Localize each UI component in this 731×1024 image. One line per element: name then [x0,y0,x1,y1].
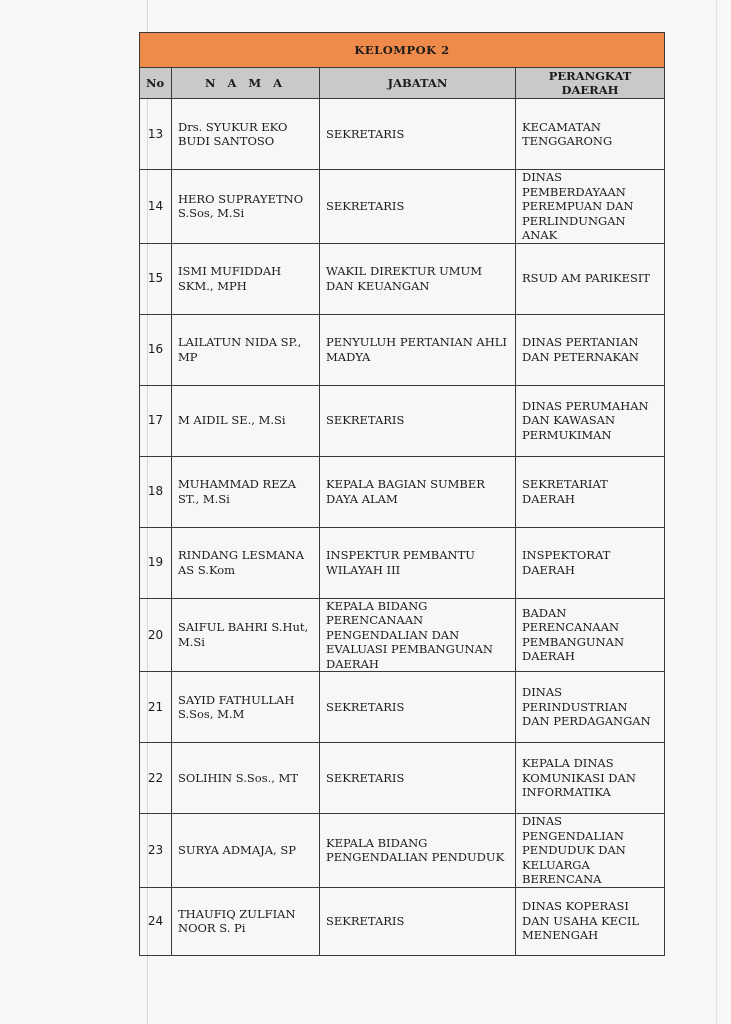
row-perangkat-daerah: DINAS KOPERASI DAN USAHA KECIL MENENGAH [516,887,665,955]
row-nama: SURYA ADMAJA, SP [172,814,320,888]
table-title: KELOMPOK 2 [140,33,665,68]
table-row [140,672,665,743]
row-perangkat-daerah: DINAS PEMBERDAYAAN PEREMPUAN DAN PERLINDUNGAN ANAK [516,170,665,244]
row-number: 19 [140,527,172,598]
row-jabatan: SEKRETARIS [320,672,516,743]
row-nama: Drs. SYUKUR EKO BUDI SANTOSO [172,99,320,170]
header-jabatan: JABATAN [320,68,516,99]
row-number: 21 [140,672,172,743]
row-number: 17 [140,385,172,456]
row-jabatan: INSPEKTUR PEMBANTU WILAYAH III [320,527,516,598]
table-row [140,527,665,598]
table-row [140,814,665,888]
header-row [140,68,665,99]
row-jabatan: SEKRETARIS [320,743,516,814]
kelompok-table [139,32,665,956]
row-number: 13 [140,99,172,170]
row-perangkat-daerah: RSUD AM PARIKESIT [516,243,665,314]
row-nama: MUHAMMAD REZA ST., M.Si [172,456,320,527]
row-nama: ISMI MUFIDDAH SKM., MPH [172,243,320,314]
header-perangkat-daerah: PERANGKAT DAERAH [516,68,665,99]
table-row [140,314,665,385]
row-perangkat-daerah: KEPALA DINAS KOMUNIKASI DAN INFORMATIKA [516,743,665,814]
row-nama: M AIDIL SE., M.Si [172,385,320,456]
row-perangkat-daerah: INSPEKTORAT DAERAH [516,527,665,598]
row-jabatan: SEKRETARIS [320,99,516,170]
row-jabatan: SEKRETARIS [320,887,516,955]
row-jabatan: WAKIL DIREKTUR UMUM DAN KEUANGAN [320,243,516,314]
row-jabatan: SEKRETARIS [320,170,516,244]
header-no: No [140,68,172,99]
row-perangkat-daerah: BADAN PERENCANAAN PEMBANGUNAN DAERAH [516,598,665,672]
table-row [140,456,665,527]
table-row [140,598,665,672]
table-row [140,170,665,244]
row-nama: HERO SUPRAYETNO S.Sos, M.Si [172,170,320,244]
row-nama: RINDANG LESMANA AS S.Kom [172,527,320,598]
row-jabatan: KEPALA BIDANG PENGENDALIAN PENDUDUK [320,814,516,888]
row-jabatan: KEPALA BIDANG PERENCANAAN PENGENDALIAN DAN EVALUASI PEMBANGUNAN DAERAH [320,598,516,672]
row-nama: SAIFUL BAHRI S.Hut, M.Si [172,598,320,672]
row-number: 20 [140,598,172,672]
table-row [140,743,665,814]
row-number: 22 [140,743,172,814]
scan-edge-line [716,0,717,1024]
row-number: 18 [140,456,172,527]
row-nama: THAUFIQ ZULFIAN NOOR S. Pi [172,887,320,955]
row-perangkat-daerah: DINAS PENGENDALIAN PENDUDUK DAN KELUARGA BERENCANA [516,814,665,888]
row-jabatan: SEKRETARIS [320,385,516,456]
row-number: 23 [140,814,172,888]
row-jabatan: PENYULUH PERTANIAN AHLI MADYA [320,314,516,385]
row-perangkat-daerah: SEKRETARIAT DAERAH [516,456,665,527]
row-number: 24 [140,887,172,955]
table-row [140,385,665,456]
table-row [140,887,665,955]
row-nama: LAILATUN NIDA SP., MP [172,314,320,385]
row-perangkat-daerah: KECAMATAN TENGGARONG [516,99,665,170]
row-number: 16 [140,314,172,385]
row-number: 15 [140,243,172,314]
row-nama: SOLIHIN S.Sos., MT [172,743,320,814]
row-jabatan: KEPALA BAGIAN SUMBER DAYA ALAM [320,456,516,527]
row-nama: SAYID FATHULLAH S.Sos, M.M [172,672,320,743]
row-number: 14 [140,170,172,244]
table-row [140,99,665,170]
header-nama: N A M A [172,68,320,99]
table-row [140,243,665,314]
row-perangkat-daerah: DINAS PERINDUSTRIAN DAN PERDAGANGAN [516,672,665,743]
row-perangkat-daerah: DINAS PERTANIAN DAN PETERNAKAN [516,314,665,385]
row-perangkat-daerah: DINAS PERUMAHAN DAN KAWASAN PERMUKIMAN [516,385,665,456]
